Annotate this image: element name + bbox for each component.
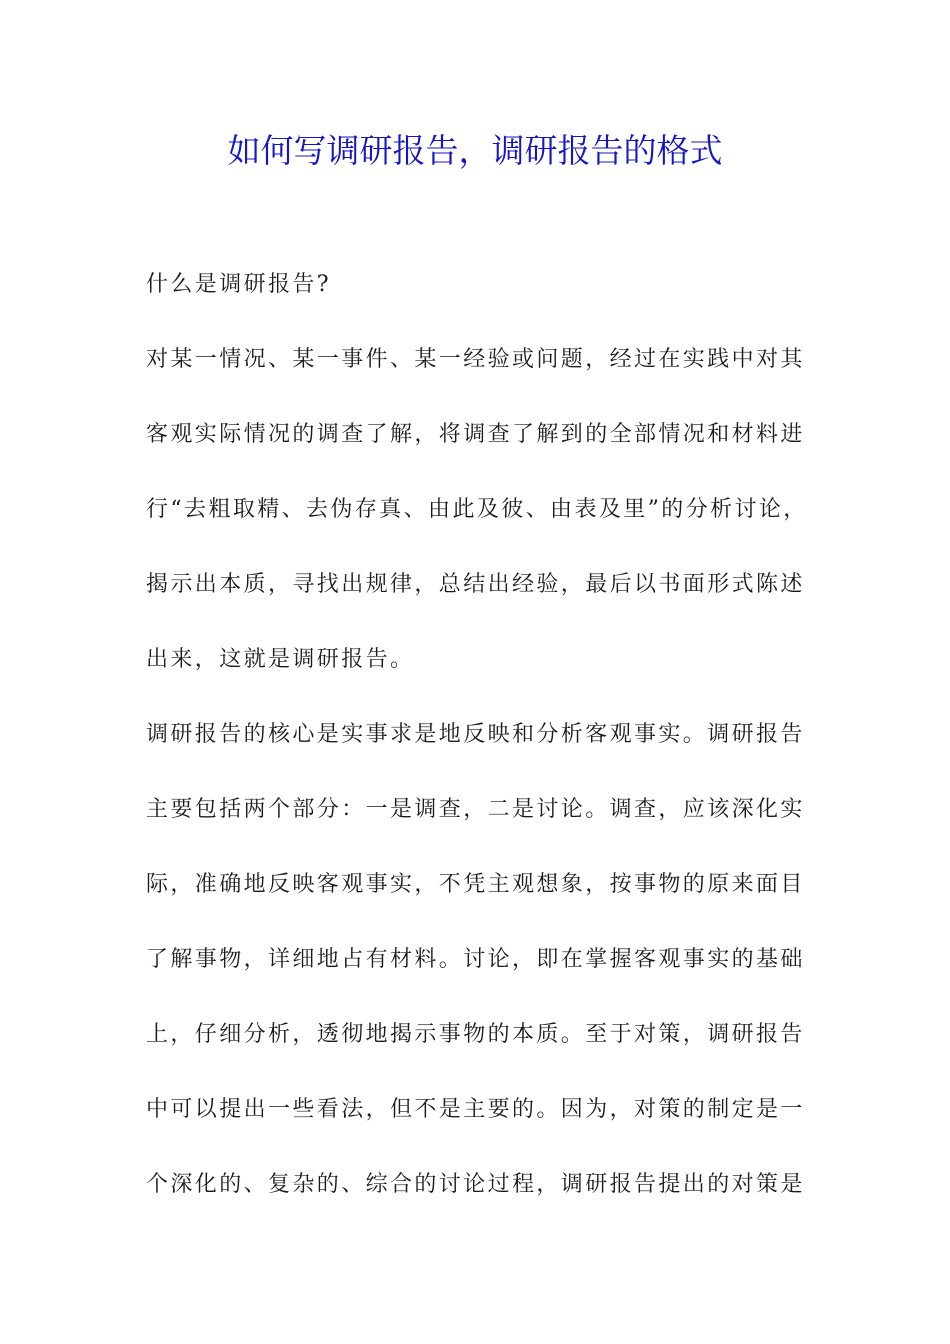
text-line: 什么是调研报告? <box>146 272 331 297</box>
document-title: 如何写调研报告，调研报告的格式 <box>227 131 723 170</box>
text-line: 上，仔细分析，透彻地揭示事物的本质。至于对策，调研报告 <box>146 1022 805 1047</box>
text-line: 揭示出本质，寻找出规律，总结出经验，最后以书面形式陈述 <box>146 572 805 597</box>
text-line: 客观实际情况的调查了解，将调查了解到的全部情况和材料进 <box>146 422 805 447</box>
text-line: 出来，这就是调研报告。 <box>146 647 415 672</box>
text-line: 个深化的、复杂的、综合的讨论过程，调研报告提出的对策是 <box>146 1172 805 1197</box>
text-line: 中可以提出一些看法，但不是主要的。因为，对策的制定是一 <box>146 1097 805 1122</box>
text-line: 对某一情况、某一事件、某一经验或问题，经过在实践中对其 <box>146 347 805 372</box>
text-line: 主要包括两个部分：一是调查，二是讨论。调查，应该深化实 <box>146 797 805 822</box>
text-line: 际，准确地反映客观事实，不凭主观想象，按事物的原来面目 <box>146 872 805 897</box>
text-line: 行“去粗取精、去伪存真、由此及彼、由表及里”的分析讨论， <box>146 497 808 522</box>
text-line: 调研报告的核心是实事求是地反映和分析客观事实。调研报告 <box>146 722 805 747</box>
text-line: 了解事物，详细地占有材料。讨论，即在掌握客观事实的基础 <box>146 947 805 972</box>
